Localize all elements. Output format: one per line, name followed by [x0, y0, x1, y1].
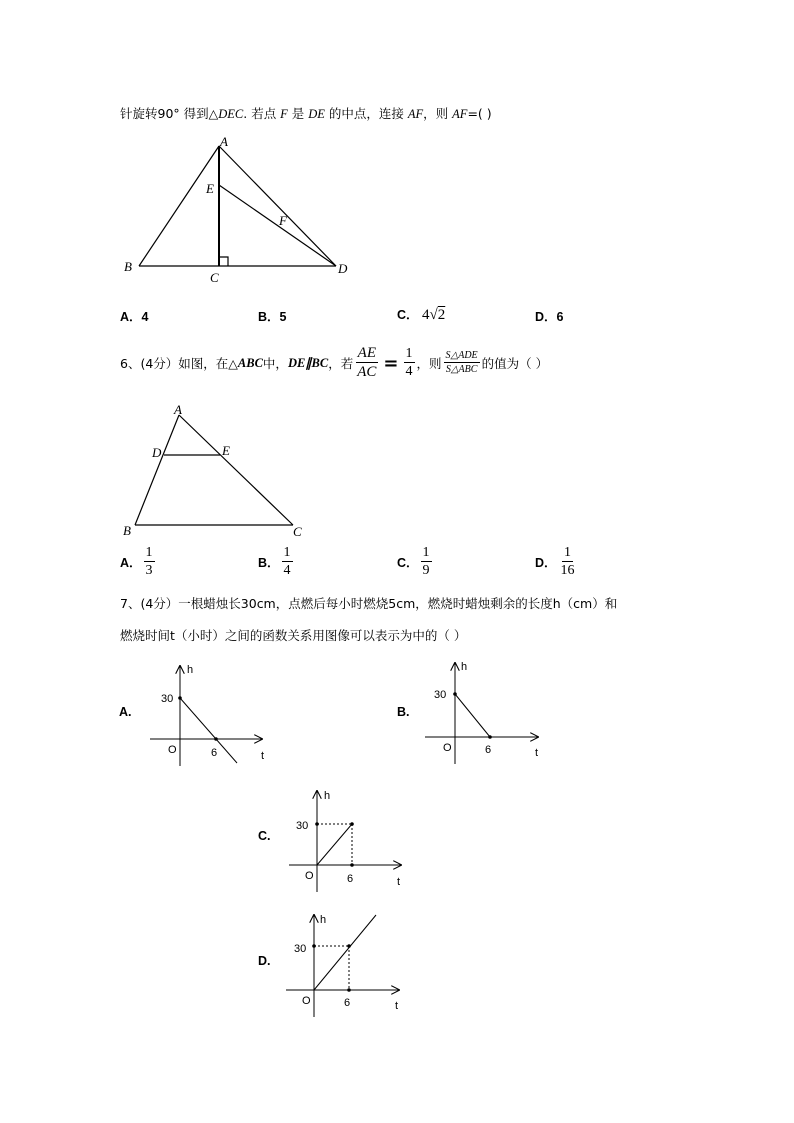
q6-option-c-den: 9	[422, 563, 430, 578]
q7-a-line	[180, 698, 237, 763]
q7-graph-b[interactable]	[425, 661, 538, 764]
q5-option-b-value: 5	[279, 310, 287, 324]
q6-frac2-den: 4	[405, 364, 413, 379]
q5-stem-head: 针旋转90° 得到△	[120, 106, 219, 121]
q7-c-xtick: 6	[347, 873, 354, 885]
q7-b-line	[455, 694, 490, 737]
q6-seg-ac	[179, 415, 293, 525]
q7-b-ylabel: h	[461, 661, 468, 673]
q5-option-d[interactable]	[535, 307, 563, 325]
q6-label-b: B	[123, 523, 131, 538]
q5-option-c[interactable]	[397, 305, 445, 324]
q5-option-c-letter: C．	[397, 308, 419, 322]
q5-right-angle	[219, 257, 228, 266]
q7-c-point-end	[350, 822, 354, 826]
q5-label-c: C	[210, 270, 219, 285]
q6-mid1: 中，	[262, 356, 288, 371]
q7-a-point-30	[178, 696, 182, 700]
q7-c-ytick: 30	[296, 820, 309, 832]
q5-stem	[120, 104, 492, 122]
q6-option-a-letter: A．	[120, 556, 142, 570]
q7-d-xtick: 6	[344, 997, 351, 1009]
q5-label-d: D	[338, 261, 348, 276]
q7-b-xlabel: t	[535, 747, 539, 759]
q6-label-c: C	[293, 524, 302, 539]
q7-c-origin: O	[305, 870, 314, 882]
q5-stem-af: AF	[407, 107, 424, 121]
q5-option-c-coef: 4	[422, 307, 430, 323]
q6-label-d: D	[152, 445, 162, 460]
q7-c-ylabel: h	[324, 790, 331, 802]
q6-option-b-den: 4	[283, 563, 291, 578]
q7-graph-a[interactable]	[150, 664, 264, 766]
q5-seg-ab	[139, 146, 219, 266]
q7-option-d[interactable]: D.	[258, 954, 271, 968]
q5-option-b[interactable]	[258, 307, 286, 325]
q6-abc: ABC	[237, 355, 263, 370]
q5-option-b-letter: B．	[258, 310, 280, 324]
q5-stem-f: F	[280, 107, 288, 121]
q5-stem-mid4: ，则	[423, 106, 453, 121]
q6-option-a-frac	[144, 546, 155, 578]
q7-a-xtick: 6	[211, 747, 218, 759]
q6-option-c-num: 1	[422, 545, 430, 560]
q6-label-a: A	[174, 402, 182, 417]
q7-d-ylabel: h	[320, 914, 327, 926]
q5-option-d-value: 6	[556, 310, 564, 324]
q7-option-a[interactable]: A.	[119, 705, 132, 719]
q7-d-line	[314, 915, 376, 990]
q5-stem-de: DE	[308, 107, 325, 121]
q6-mid3: ，则	[416, 356, 442, 371]
q6-option-b-frac	[282, 546, 293, 578]
q5-option-d-letter: D．	[535, 310, 557, 324]
q7-b-point-6	[488, 735, 492, 739]
q7-d-point-mid	[347, 944, 351, 948]
q6-number: 6、(4分）如图，在△	[120, 356, 238, 371]
q5-stem-mid2: 是	[287, 106, 309, 121]
q6-frac3-num: S△ADE	[445, 350, 478, 361]
q7-a-origin: O	[168, 744, 177, 756]
q7-b-ytick: 30	[434, 689, 447, 701]
q7-c-point-30	[315, 822, 319, 826]
q5-option-a[interactable]	[120, 307, 148, 325]
q6-cond: DE∥BC	[287, 356, 329, 370]
q7-stem-line1: 7、(4分）一根蜡烛长30cm，点燃后每小时燃烧5cm，燃烧时蜡烛剩余的长度h（cm）和	[120, 596, 618, 611]
q7-c-line	[317, 824, 352, 865]
q7-a-point-6	[214, 737, 218, 741]
q5-label-f: F	[279, 213, 287, 228]
q6-option-d-num: 1	[564, 545, 572, 560]
q6-option-a-num: 1	[145, 545, 153, 560]
q7-a-xlabel: t	[261, 750, 265, 762]
q7-d-xlabel: t	[395, 1000, 399, 1012]
q6-seg-ab	[135, 415, 179, 525]
q6-option-b-num: 1	[283, 545, 291, 560]
q7-a-ylabel: h	[187, 664, 194, 676]
q5-option-c-expr: 4√2	[422, 307, 446, 323]
q6-option-b-letter: B．	[258, 556, 280, 570]
q7-d-point-6	[347, 988, 351, 992]
q6-frac2-num: 1	[405, 346, 413, 361]
q7-option-c[interactable]: C.	[258, 829, 271, 843]
q5-option-a-value: 4	[141, 310, 149, 324]
q6-stem	[120, 346, 548, 380]
q6-option-b[interactable]	[258, 546, 295, 578]
q7-d-origin: O	[302, 995, 311, 1007]
q7-graph-d[interactable]	[286, 914, 399, 1017]
q5-stem-tail: =( )	[467, 106, 492, 121]
q6-option-c[interactable]	[397, 546, 434, 578]
q5-option-c-radicand: 2	[437, 307, 446, 323]
q5-stem-mid3: 的中点，连接	[324, 106, 408, 121]
q7-a-ytick: 30	[161, 693, 174, 705]
q5-label-b: B	[124, 259, 132, 274]
q6-mid2: ，若	[328, 356, 354, 371]
q6-option-d-den: 16	[560, 563, 575, 578]
q5-stem-mid1: . 若点	[243, 106, 281, 121]
q7-graph-c[interactable]	[289, 790, 401, 892]
q7-c-point-6	[350, 863, 354, 867]
q7-b-xtick: 6	[485, 744, 492, 756]
q5-option-a-letter: A．	[120, 310, 142, 324]
q7-d-ytick: 30	[294, 943, 307, 955]
q7-d-point-30	[312, 944, 316, 948]
q5-stem-af2: AF	[452, 107, 468, 121]
q6-frac1-den: AC	[357, 364, 377, 380]
q6-frac3-den: S△ABC	[445, 364, 478, 375]
q6-frac1-num: AE	[357, 345, 376, 361]
q6-option-d[interactable]	[535, 546, 579, 578]
q6-option-a[interactable]	[120, 546, 157, 578]
q6-option-a-den: 3	[145, 563, 153, 578]
q6-option-d-letter: D．	[535, 556, 557, 570]
q5-label-a: A	[220, 134, 228, 149]
q7-option-b[interactable]: B.	[397, 705, 410, 719]
q5-stem-dec: DEC	[218, 107, 244, 121]
q6-tail: 的值为（ ）	[481, 356, 549, 371]
q6-frac-ae-ac	[355, 346, 378, 380]
q6-option-d-frac	[559, 546, 577, 578]
q6-option-c-frac	[421, 546, 432, 578]
q6-frac-area	[444, 351, 480, 375]
q6-option-c-letter: C．	[397, 556, 419, 570]
q5-seg-ad	[219, 146, 336, 266]
q6-eq: =	[383, 352, 399, 374]
q7-stem-line2: 燃烧时间t（小时）之间的函数关系用图像可以表示为中的（ ）	[120, 628, 467, 643]
q7-c-xlabel: t	[397, 876, 401, 888]
q7-b-origin: O	[443, 742, 452, 754]
q6-label-e: E	[222, 443, 230, 458]
q7-b-point-30	[453, 692, 457, 696]
q6-frac-one-four	[404, 347, 415, 379]
q5-seg-ed	[219, 185, 336, 266]
q5-label-e: E	[206, 181, 214, 196]
